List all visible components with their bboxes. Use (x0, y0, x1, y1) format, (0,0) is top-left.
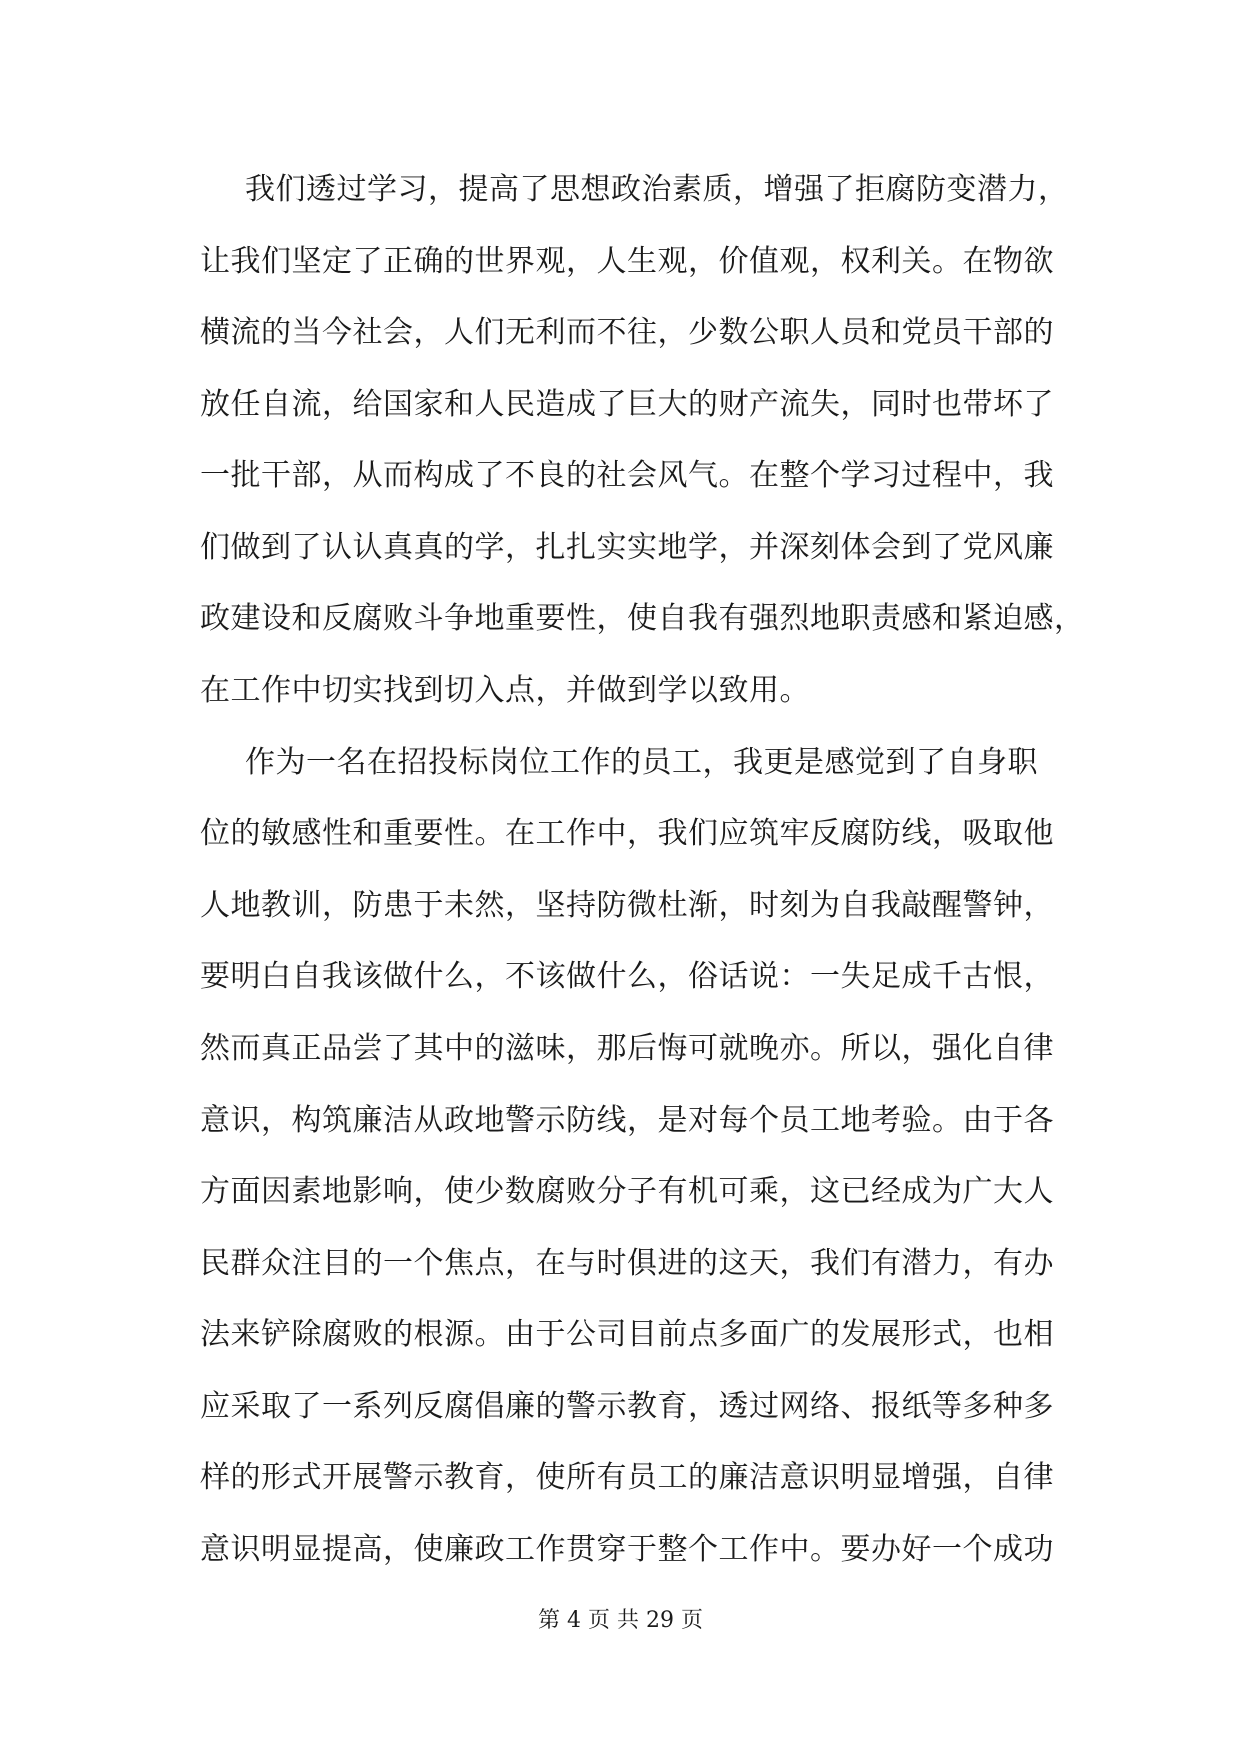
paragraph-1-line-3: 横流的当今社会，人们无利而不往，少数公职人员和党员干部的 (200, 315, 1054, 350)
paragraph-1-line-4: 放任自流，给国家和人民造成了巨大的财产流失，同时也带坏了 (200, 387, 1054, 422)
paragraph-2-line-7: 方面因素地影响，使少数腐败分子有机可乘，这已经成为广大人 (200, 1174, 1054, 1209)
paragraph-2-line-3: 人地教训，防患于未然，坚持防微杜渐，时刻为自我敲醒警钟， (200, 888, 1054, 923)
paragraph-2-line-11: 样的形式开展警示教育，使所有员工的廉洁意识明显增强，自律 (200, 1460, 1054, 1495)
paragraph-2-line-12: 意识明显提高，使廉政工作贯穿于整个工作中。要办好一个成功 (200, 1532, 1054, 1567)
paragraph-2-line-6: 意识，构筑廉洁从政地警示防线，是对每个员工地考验。由于各 (200, 1103, 1054, 1138)
paragraph-1-line-2: 让我们坚定了正确的世界观，人生观，价值观，权利关。在物欲 (200, 244, 1054, 279)
paragraph-2-line-8: 民群众注目的一个焦点，在与时俱进的这天，我们有潜力，有办 (200, 1246, 1054, 1281)
paragraph-1-line-1: 我们透过学习，提高了思想政治素质，增强了拒腐防变潜力， (245, 172, 1069, 207)
page-number-footer: 第 4 页 共 29 页 (538, 1608, 703, 1633)
paragraph-2-line-4: 要明白自我该做什么，不该做什么，俗话说：一失足成千古恨， (200, 959, 1054, 994)
paragraph-2-line-9: 法来铲除腐败的根源。由于公司目前点多面广的发展形式，也相 (200, 1317, 1054, 1352)
paragraph-2-line-10: 应采取了一系列反腐倡廉的警示教育，透过网络、报纸等多种多 (200, 1389, 1054, 1424)
paragraph-2-line-2: 位的敏感性和重要性。在工作中，我们应筑牢反腐防线，吸取他 (200, 816, 1054, 851)
paragraph-1-line-6: 们做到了认认真真的学，扎扎实实地学，并深刻体会到了党风廉 (200, 530, 1054, 565)
paragraph-2-line-1: 作为一名在招投标岗位工作的员工，我更是感觉到了自身职 (245, 745, 1038, 780)
paragraph-2-line-5: 然而真正品尝了其中的滋味，那后悔可就晚亦。所以，强化自律 (200, 1031, 1054, 1066)
paragraph-1-line-7: 政建设和反腐败斗争地重要性，使自我有强烈地职责感和紧迫感， (200, 601, 1085, 636)
paragraph-1-line-8: 在工作中切实找到切入点，并做到学以致用。 (200, 673, 810, 708)
paragraph-1-line-5: 一批干部，从而构成了不良的社会风气。在整个学习过程中，我 (200, 458, 1054, 493)
